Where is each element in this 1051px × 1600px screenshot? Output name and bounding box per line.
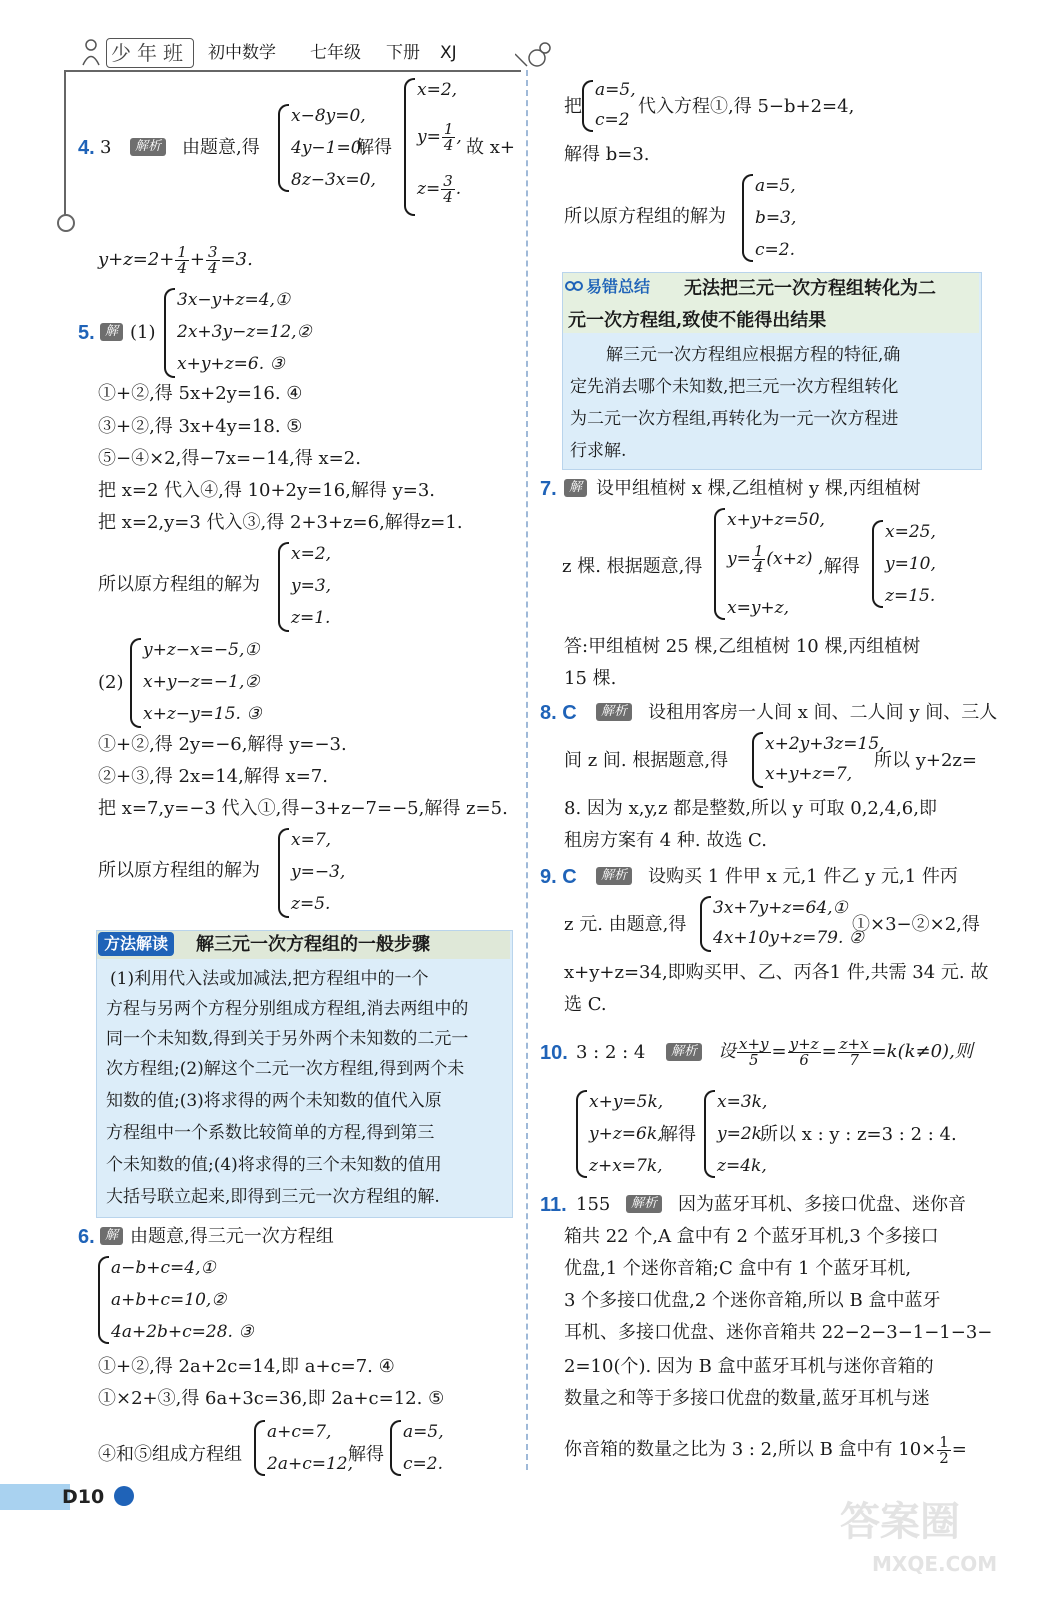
q9-line2-pre: z 元. 由题意,得 — [564, 914, 687, 935]
q9-line1: 设购买 1 件甲 x 元,1 件乙 y 元,1 件丙 — [648, 866, 958, 887]
q6-systemB: a=5, c=2. — [390, 1420, 450, 1476]
q11-line1: 因为蓝牙耳机、多接口优盘、迷你音 — [678, 1194, 966, 1215]
boy-icon — [80, 38, 102, 66]
q5-line3: ⑤−④×2,得−7x=−14,得 x=2. — [98, 448, 361, 469]
q11-line5: 耳机、多接口优盘、迷你音箱共 22−2−3−1−1−3− — [564, 1322, 993, 1343]
q8-line2-post: 所以 y+2z= — [874, 750, 977, 771]
mistake-title2: 元一次方程组,致使不能得出结果 — [568, 310, 827, 331]
q8-number: 8. C — [540, 702, 577, 724]
q9-analysis-tag: 解析 — [596, 867, 632, 885]
q7-number: 7. — [540, 478, 557, 500]
q8-system: x+2y+3z=15, x+y+z=7, — [752, 732, 882, 788]
q4-text1: 由题意,得 — [182, 137, 260, 158]
q5-number: 5. — [78, 322, 95, 344]
q10-number: 10. — [540, 1042, 568, 1064]
watermark-logo: 答案圈 — [840, 1499, 960, 1545]
rocket-icon — [515, 40, 555, 68]
header-grade: 七年级 — [310, 43, 361, 63]
q10-formula: 设 $\frac{x+y}{5}$ = $\frac{y+z}{6}$ = $\frac{z+x}{7}$ =k(k≠0),则 — [718, 1034, 973, 1069]
q11-line4: 3 个多接口优盘,2 个迷你音箱,所以 B 盒中蓝牙 — [564, 1290, 941, 1311]
q11-line2: 箱共 22 个,A 盒中有 2 个蓝牙耳机,3 个多接口 — [564, 1226, 939, 1247]
q6-solution-tag: 解 — [100, 1227, 123, 1245]
header-edition: XJ — [440, 43, 457, 63]
q9-system: 3x+7y+z=64,① 4x+10y+z=79. ② — [700, 896, 850, 952]
q10-system2: x=3k, y=2k, z=4k, — [704, 1090, 774, 1178]
method-line1: (1)利用代入法或加减法,把方程组中的一个 — [110, 969, 429, 989]
q6-last-pre: ④和⑤组成方程组 — [98, 1444, 242, 1465]
q7-line1: 设甲组植树 x 棵,乙组植树 y 棵,丙组植树 — [596, 478, 921, 499]
mistake-line1: 解三元一次方程组应根据方程的特征,确 — [606, 345, 901, 365]
method-line6: 方程组中一个系数比较简单的方程,得到第三 — [106, 1123, 435, 1143]
brand-logo: 少年班 — [106, 38, 194, 68]
q10-analysis-tag: 解析 — [666, 1043, 702, 1061]
q6-systemC: a=5, c=2 — [582, 80, 634, 132]
mistake-line2: 定先消去哪个未知数,把三元一次方程组转化 — [570, 377, 899, 397]
q5-solution2: x=7, y=−3, z=5. — [278, 828, 358, 918]
mistake-title1: 无法把三元一次方程组转化为二 — [684, 278, 936, 299]
q7-line2-pre: z 棵. 根据题意,得 — [562, 556, 703, 577]
q4-number: 4. — [78, 137, 95, 159]
q4-answer: 3 — [100, 137, 112, 158]
header-volume: 下册 — [386, 43, 420, 63]
q8-line3: 8. 因为 x,y,z 都是整数,所以 y 可取 0,2,4,6,即 — [564, 798, 937, 819]
q5-line4: 把 x=2 代入④,得 10+2y=16,解得 y=3. — [98, 480, 436, 501]
q6-right-post: 代入方程①,得 5−b+2=4, — [638, 96, 855, 117]
q5-line1: ①+②,得 5x+2y=16. ④ — [98, 383, 303, 404]
q6-system: a−b+c=4,① a+b+c=10,② 4a+2b+c=28. ③ — [98, 1256, 258, 1344]
header-subject: 初中数学 — [208, 43, 276, 63]
q10-answer: 3 : 2 : 4 — [576, 1042, 646, 1063]
q6-right-pre: 把 — [564, 96, 582, 117]
q4-text2: 解得 — [356, 137, 392, 158]
q6-right-line3: 所以原方程组的解为 — [564, 206, 726, 227]
q4-line2: y+z=2+ $\frac{1}{4}$ + $\frac{3}{4}$ =3. — [98, 242, 253, 277]
q6-right-line2: 解得 b=3. — [564, 144, 650, 165]
mistake-line4: 行求解. — [570, 441, 627, 461]
q7-line3: 答:甲组植树 25 棵,乙组植树 10 棵,丙组植树 — [564, 636, 921, 657]
method-line5: 知数的值;(3)将求得的两个未知数的值代入原 — [106, 1091, 442, 1111]
method-line7: 个未知数的值;(4)将求得的三个未知数的值用 — [106, 1155, 442, 1175]
q6-systemD: a=5, b=3, c=2. — [742, 174, 812, 262]
method-line4: 次方程组;(2)解这个二元一次方程组,得到两个未 — [106, 1059, 465, 1079]
q5-line7: ②+③,得 2x=14,解得 x=7. — [98, 766, 328, 787]
mistake-tag: 易错总结 — [586, 277, 651, 296]
q7-system2: x=25, y=10, z=15. — [872, 520, 942, 608]
q9-line3: x+y+z=34,即购买甲、乙、丙各1 件,共需 34 元. 故 — [564, 962, 989, 983]
page-number-bar — [0, 1484, 70, 1510]
q8-line1: 设租用客房一人间 x 间、二人间 y 间、三人 — [648, 702, 998, 723]
q8-line4: 租房方案有 4 种. 故选 C. — [564, 830, 767, 851]
q5-solution2-label: 所以原方程组的解为 — [98, 860, 260, 881]
q11-line3: 优盘,1 个迷你音箱;C 盒中有 1 个蓝牙耳机, — [564, 1258, 912, 1279]
q7-line2-mid: ,解得 — [818, 556, 860, 577]
margin-line — [64, 70, 66, 220]
q5-system1: 3x−y+z=4,① 2x+3y−z=12,② x+y+z=6. ③ — [164, 288, 314, 378]
q10-tail: 所以 x : y : z=3 : 2 : 4. — [760, 1124, 957, 1145]
q5-system2: y+z−x=−5,① x+y−z=−1,② x+z−y=15. ③ — [130, 638, 280, 728]
q6-last-mid: 解得 — [348, 1444, 384, 1465]
q9-number: 9. C — [540, 866, 577, 888]
page-number: D10 — [62, 1486, 105, 1508]
header — [60, 36, 560, 70]
margin-ring-icon — [57, 214, 75, 232]
method-line2: 方程与另两个方程分别组成方程组,消去两组中的 — [106, 999, 469, 1019]
q5-part2-label: (2) — [98, 672, 124, 693]
q5-line6: ①+②,得 2y=−6,解得 y=−3. — [98, 734, 347, 755]
q6-systemA: a+c=7, 2a+c=12, — [254, 1420, 344, 1476]
q4-text3: 故 x+ — [466, 137, 515, 158]
q11-answer: 155 — [576, 1194, 611, 1215]
q10-system1: x+y=5k, y+z=6k, z+x=7k, — [576, 1090, 666, 1178]
header-rule — [66, 70, 521, 72]
q5-solution-tag: 解 — [100, 323, 123, 341]
q8-line2-pre: 间 z 间. 根据题意,得 — [564, 750, 729, 771]
q11-line6: 2=10(个). 因为 B 盒中蓝牙耳机与迷你音箱的 — [564, 1356, 934, 1377]
q8-analysis-tag: 解析 — [596, 703, 632, 721]
q7-line4: 15 棵. — [564, 668, 617, 689]
q6-text: 由题意,得三元一次方程组 — [130, 1226, 334, 1247]
page-dot-icon — [114, 1486, 134, 1506]
q11-number: 11. — [540, 1194, 567, 1216]
q5-solution1: x=2, y=3, z=1. — [278, 542, 348, 632]
q5-solution1-label: 所以原方程组的解为 — [98, 574, 260, 595]
link-icon — [564, 276, 584, 296]
q11-analysis-tag: 解析 — [626, 1195, 662, 1213]
q4-analysis-tag: 解析 — [130, 138, 166, 156]
q6-line1: ①+②,得 2a+2c=14,即 a+c=7. ④ — [98, 1356, 395, 1377]
q9-line2-post: ①×3−②×2,得 — [852, 914, 980, 935]
watermark-url: MXQE.COM — [872, 1552, 998, 1576]
q5-line8: 把 x=7,y=−3 代入①,得−3+z−7=−5,解得 z=5. — [98, 798, 508, 819]
method-line8: 大括号联立起来,即得到三元一次方程组的解. — [106, 1187, 440, 1207]
method-line3: 同一个未知数,得到关于另外两个未知数的二元一 — [106, 1029, 469, 1049]
q5-line5: 把 x=2,y=3 代入③,得 2+3+z=6,解得z=1. — [98, 512, 463, 533]
method-title: 解三元一次方程组的一般步骤 — [196, 934, 430, 955]
q4-system2: x=2, y= $\frac{1}{4}$ , z= $\frac{3}{4}$ . — [404, 78, 484, 216]
q10-mid: 解得 — [660, 1124, 696, 1145]
q7-system1: x+y+z=50, y= $\frac{1}{4}$ (x+z) x=y+z, — [714, 508, 834, 620]
column-divider — [526, 70, 528, 1470]
q5-line2: ③+②,得 3x+4y=18. ⑤ — [98, 416, 303, 437]
q4-system1: x−8y=0, 4y−1=0, 8z−3x=0, — [278, 104, 398, 192]
q7-solution-tag: 解 — [564, 479, 587, 497]
q11-line8: 你音箱的数量之比为 3 : 2,所以 B 盒中有 10× $\frac{1}{2}$ = — [564, 1432, 967, 1467]
q5-part1-label: (1) — [130, 322, 156, 343]
method-tag: 方法解读 — [98, 932, 174, 956]
q6-line2: ①×2+③,得 6a+3c=36,即 2a+c=12. ⑤ — [98, 1388, 445, 1409]
q11-line7: 数量之和等于多接口优盘的数量,蓝牙耳机与迷 — [564, 1388, 930, 1409]
q9-line4: 选 C. — [564, 994, 607, 1015]
mistake-line3: 为二元一次方程组,再转化为一元一次方程进 — [570, 409, 899, 429]
q6-number: 6. — [78, 1226, 95, 1248]
